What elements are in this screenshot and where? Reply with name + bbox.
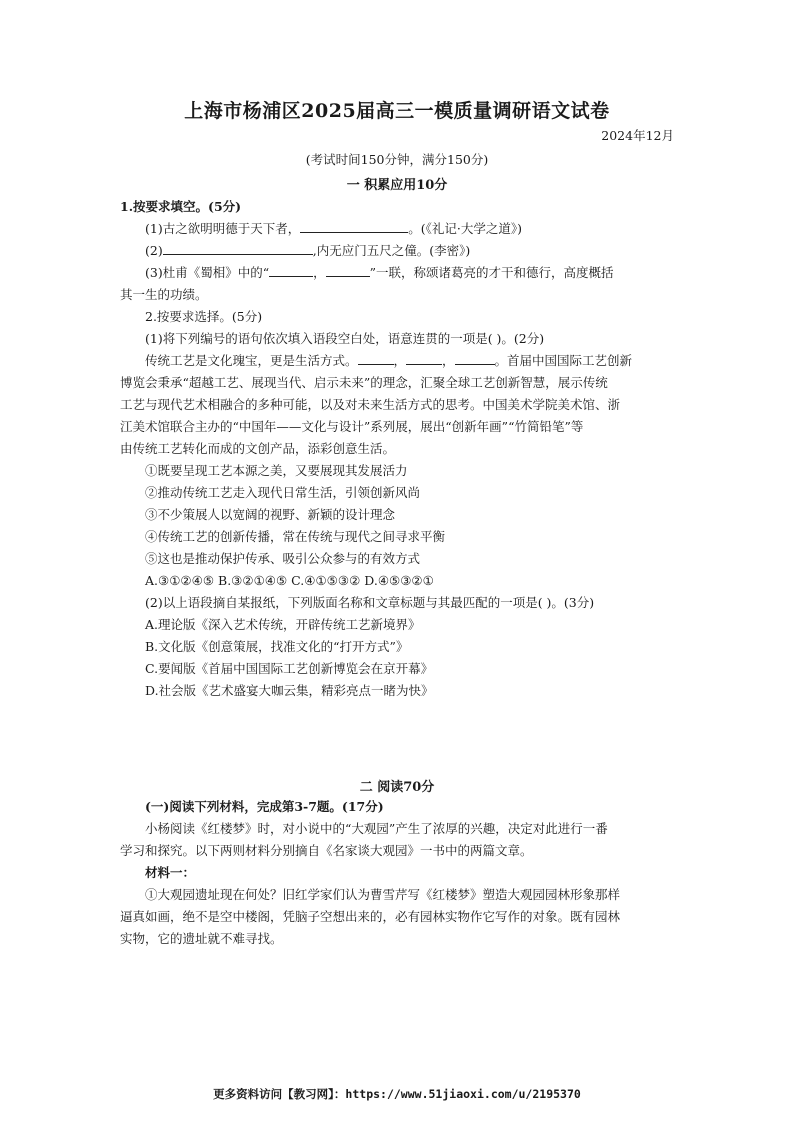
passage-line: 博览会秉承“超越工艺、展现当代、启示未来”的理念，汇聚全球工艺创新智慧，展示传统 xyxy=(120,375,608,390)
item-text: ， xyxy=(313,265,326,280)
passage-line xyxy=(120,350,676,372)
statement-item: ②推动传统工艺走入现代日常生活，引领创新风尚 xyxy=(145,485,421,500)
item-text: (1)古之欲明明德于天下者， xyxy=(145,221,301,236)
statement-item: ③不少策展人以宽阔的视野、新颖的设计理念 xyxy=(145,507,396,522)
question-1-heading: 1.按要求填空。(5分) xyxy=(120,199,242,214)
question-2-heading: 2.按要求选择。(5分) xyxy=(145,309,263,324)
item-text: (2) xyxy=(145,243,163,258)
item-text: (3)杜甫《蜀相》中的“ xyxy=(145,265,270,280)
question-2-sub-1: (1)将下列编号的语句依次填入语段空白处，语意连贯的一项是( )。(2分) xyxy=(145,331,545,346)
statement-item: ⑤这也是推动保护传承、吸引公众参与的有效方式 xyxy=(145,551,421,566)
question-1-item-3 xyxy=(120,262,676,284)
page-title: 上海市杨浦区2025届高三一模质量调研语文试卷 xyxy=(184,100,610,122)
statement-item: ④传统工艺的创新传播，常在传统与现代之间寻求平衡 xyxy=(145,529,446,544)
intro-line: 小杨阅读《红楼梦》时，对小说中的“大观园”产生了浓厚的兴趣，决定对此进行一番 xyxy=(145,821,608,836)
passage-text: ， xyxy=(442,353,455,368)
fill-blank[interactable] xyxy=(455,350,495,365)
option-item: A.理论版《深入艺术传统，开辟传统工艺新境界》 xyxy=(145,617,421,632)
material-line: 逼真如画，绝不是空中楼阁，凭脑子空想出来的，必有园林实物作它写作的对象。既有园林 xyxy=(120,909,621,924)
passage-line: 由传统工艺转化而成的文创产品，添彩创意生活。 xyxy=(120,441,396,456)
section-2-content xyxy=(120,796,676,950)
passage-line: 江美术馆联合主办的“中国年——文化与设计”系列展，展出“创新年画”“竹简铅笔”等 xyxy=(120,419,584,434)
part-1-heading: (一)阅读下列材料，完成第3-7题。(17分) xyxy=(145,799,384,814)
fill-blank[interactable] xyxy=(406,350,442,365)
material-line: 实物，它的遗址就不难寻找。 xyxy=(120,931,283,946)
question-1-item-3-cont: 其一生的功绩。 xyxy=(120,287,208,302)
fill-blank[interactable] xyxy=(326,262,370,277)
item-text: ”一联，称颂诸葛亮的才干和德行，高度概括 xyxy=(369,265,614,280)
option-item: C.要闻版《首届中国国际工艺创新博览会在京开幕》 xyxy=(145,661,434,676)
fill-blank[interactable] xyxy=(269,262,313,277)
question-1-item-2 xyxy=(120,240,676,262)
passage-text: ， xyxy=(393,353,407,368)
passage-line: 工艺与现代艺术相融合的多种可能，以及对未来生活方式的思考。中国美术学院美术馆、浙 xyxy=(120,397,621,412)
question-2-sub-2: (2)以上语段摘自某报纸，下列版面名称和文章标题与其最匹配的一项是( )。(3分) xyxy=(145,595,595,610)
passage-text: 传统工艺是文化瑰宝，更是生活方式。 xyxy=(145,353,358,368)
footer-source-link[interactable]: 更多资料访问【教习网】：https://www.51jiaoxi.com/u/2195370 xyxy=(213,1087,581,1101)
exam-date: 2024年12月 xyxy=(601,128,674,143)
section-1-content xyxy=(120,196,676,702)
question-1-item-1 xyxy=(120,218,676,240)
item-text: 。(《礼记·大学之道》) xyxy=(408,221,522,236)
fill-blank[interactable] xyxy=(358,350,394,365)
fill-blank[interactable] xyxy=(163,240,313,255)
exam-info: (考试时间150分钟，满分150分) xyxy=(305,152,489,167)
option-item: B.文化版《创意策展，找准文化的“打开方式”》 xyxy=(145,639,409,654)
item-text: ,内无应门五尺之僮。(李密》) xyxy=(312,243,471,258)
option-item: D.社会版《艺术盛宴大咖云集，精彩亮点一睹为快》 xyxy=(145,683,434,698)
passage-text: 。首届中国国际工艺创新 xyxy=(494,353,633,368)
statement-item: ①既要呈现工艺本源之美，又要展现其发展活力 xyxy=(145,463,408,478)
answer-choices: A.③①②④⑤ B.③②①④⑤ C.④①⑤③② D.④⑤③②① xyxy=(145,573,434,588)
section-1-heading: 一 积累应用10分 xyxy=(346,178,448,193)
material-line: ①大观园遗址现在何处？旧红学家们认为曹雪芹写《红楼梦》塑造大观园园林形象那样 xyxy=(145,887,621,902)
material-label: 材料一： xyxy=(145,865,196,880)
fill-blank[interactable] xyxy=(300,218,408,233)
intro-line: 学习和探究。以下两则材料分别摘自《名家谈大观园》一书中的两篇文章。 xyxy=(120,843,533,858)
section-2-heading: 二 阅读70分 xyxy=(359,780,435,795)
